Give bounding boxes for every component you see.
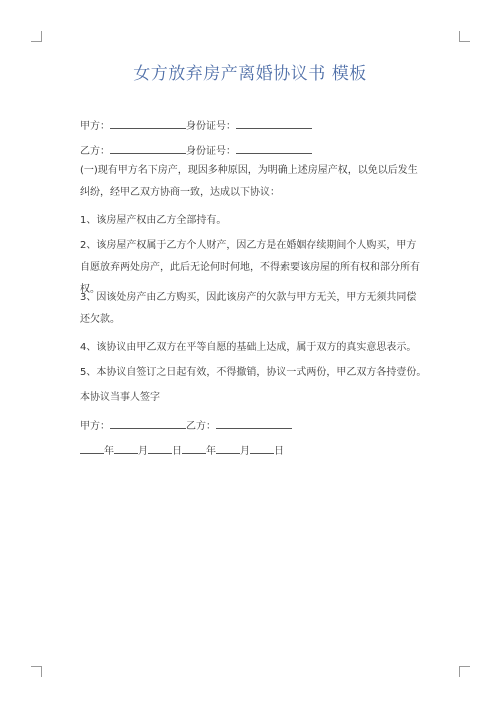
sig-party-b-label: 乙方：	[186, 421, 216, 432]
document-title: 女方放弃房产离婚协议书 模板	[133, 64, 367, 84]
date-a-year-label: 年	[104, 446, 114, 457]
party-b-label: 乙方：	[80, 146, 110, 157]
party-b-name-blank[interactable]	[110, 142, 186, 154]
date-a-day-blank[interactable]	[148, 442, 172, 454]
date-b-month-blank[interactable]	[216, 442, 240, 454]
signature-line	[80, 417, 425, 434]
preamble-paragraph: (一)现有甲方名下房产，现因多种原因，为明确上述房屋产权，以免以后发生纠纷，经甲乙双方协商一致，达成以下协议：	[80, 165, 418, 198]
date-b-year-blank[interactable]	[182, 442, 206, 454]
date-a-day-label: 日	[172, 446, 182, 457]
corner-mark-top-right	[459, 31, 470, 42]
date-line	[80, 442, 425, 459]
sig-party-a-blank[interactable]	[110, 417, 186, 429]
party-b-line	[80, 142, 425, 159]
clause-5: 5、本协议自签订之日起有效，不得撤销，协议一式两份，甲乙双方各持壹份。	[80, 367, 427, 378]
date-b-month-label: 月	[240, 446, 250, 457]
date-a-month-blank[interactable]	[114, 442, 138, 454]
party-a-line	[80, 117, 425, 134]
date-a-month-label: 月	[138, 446, 148, 457]
clause-1: 1、该房屋产权由乙方全部持有。	[80, 215, 227, 226]
party-a-name-blank[interactable]	[110, 117, 186, 129]
corner-mark-bottom-right	[459, 666, 470, 677]
clause-2: 2、该房屋产权属于乙方个人财产，因乙方是在婚姻存续期间个人购买，甲方自愿放弃两处房产，此后无论何时何地，不得索要该房屋的所有权和部分所有权。	[80, 240, 420, 295]
date-a-year-blank[interactable]	[80, 442, 104, 454]
sig-party-b-blank[interactable]	[216, 417, 292, 429]
date-b-day-blank[interactable]	[250, 442, 274, 454]
corner-mark-top-left	[31, 31, 42, 42]
party-a-label: 甲方：	[80, 121, 110, 132]
signature-heading: 本协议当事人签字	[80, 392, 160, 403]
party-a-id-blank[interactable]	[236, 117, 312, 129]
clause-4: 4、该协议由甲乙双方在平等自愿的基础上达成，属于双方的真实意思表示。	[80, 342, 417, 353]
party-b-id-label: 身份证号：	[186, 146, 236, 157]
party-a-id-label: 身份证号：	[186, 121, 236, 132]
clause-3: 3、因该处房产由乙方购买，因此该房产的欠款与甲方无关，甲方无须共同偿还欠款。	[80, 292, 417, 325]
date-b-year-label: 年	[206, 446, 216, 457]
corner-mark-bottom-left	[31, 666, 42, 677]
date-b-day-label: 日	[274, 446, 284, 457]
party-b-id-blank[interactable]	[236, 142, 312, 154]
sig-party-a-label: 甲方：	[80, 421, 110, 432]
